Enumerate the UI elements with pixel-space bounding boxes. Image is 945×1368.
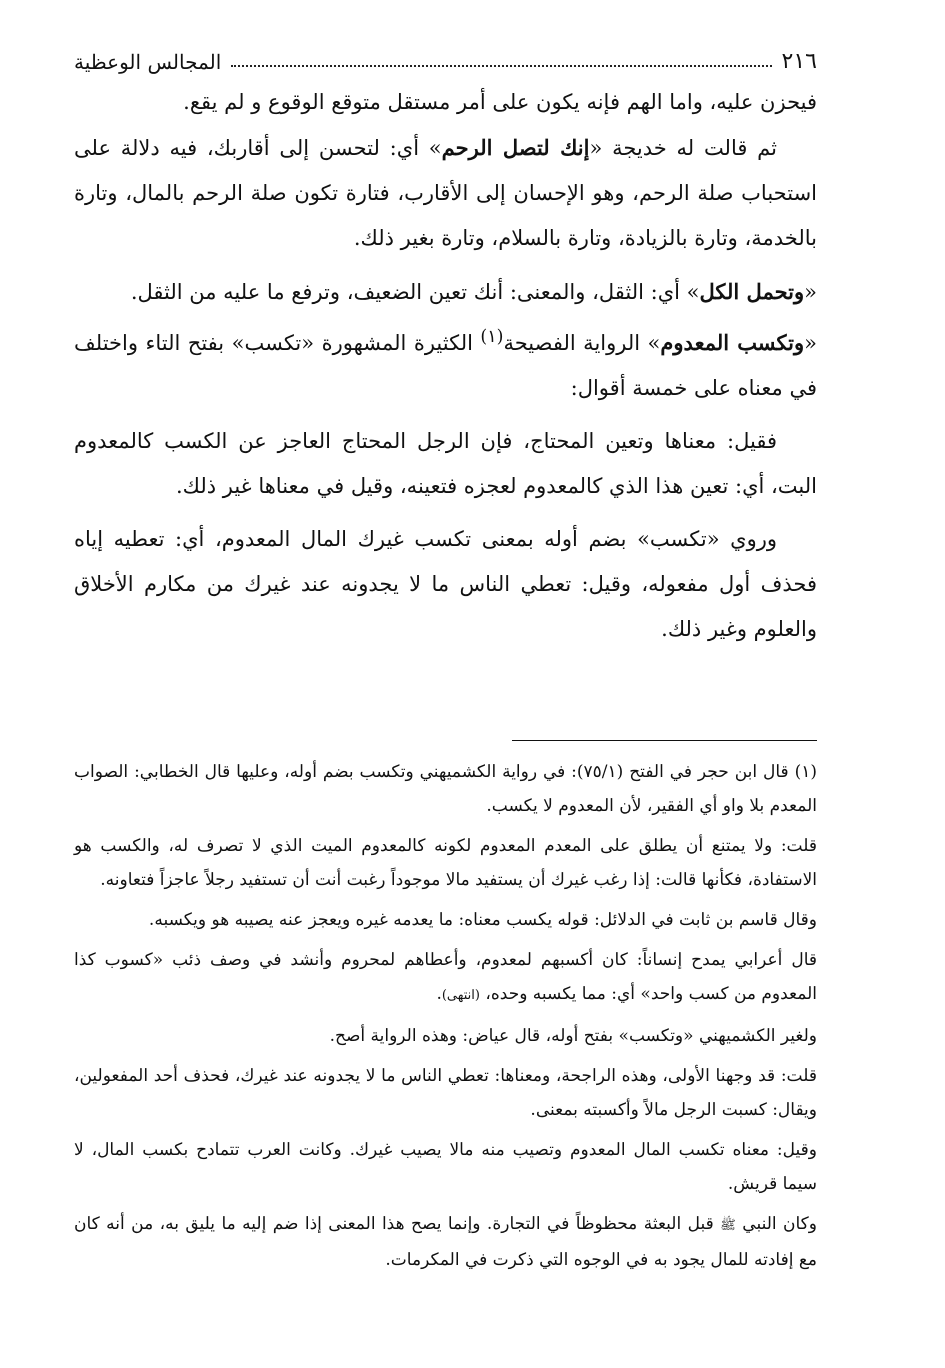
main-text [74, 80, 817, 652]
paragraph [74, 269, 817, 315]
footnote-paragraph: قلت: ولا يمتنع أن يطلق على المعدم المعدوم لكونه كالمعدوم الميت الذي لا تصرف له، والكسب هو الاستفادة، فكأنها قالت: إذا رغب غيرك أن يستفيد مالا موجوداً رغبت أنت أن تستفيد رجلاً عاجزاً فتعاونه. [74, 836, 817, 890]
hadith-phrase: وتحمل الكل [699, 279, 805, 304]
paragraph [74, 315, 817, 411]
footnote-separator [512, 740, 817, 741]
page-header [74, 44, 817, 74]
header-dotted-leader [231, 65, 771, 67]
footnote-paragraph: وقال قاسم بن ثابت في الدلائل: قوله يكسب معناه: ما يعدمه غيره ويعجز عنه يصيبه هو ويكسبه. [148, 910, 817, 930]
text-run: ثم قالت له خديجة « [589, 136, 777, 160]
text-run: قال أعرابي يمدح إنساناً: كان أكسبهم لمعدوم، وأعطاهم لمحروم وأنشد في وصف ذئب «كسوب كذا المعدوم من كسب واحد» أي: مما يكسبه وحده، [74, 950, 817, 1004]
hadith-phrase: وتكسب المعدوم [660, 330, 805, 355]
page-number: ٢١٦ [781, 49, 817, 74]
running-title: المجالس الوعظية [74, 50, 222, 74]
text-run: » أي: لتحسن إلى أقاربك، فيه دلالة على استحباب صلة الرحم، وهو الإحسان إلى الأقارب، فتارة تكون صلة الرحم بالمال، وتارة بالخدمة، وتارة بالزيادة، وتارة بالسلام، وتارة بغير ذلك. [74, 136, 817, 250]
footnote-paragraph [74, 1207, 817, 1277]
footnote-paragraph: قلت: قد وجهنا الأولى، وهذه الراجحة، ومعناها: تعطي الناس ما لا يجدونه عند غيرك، فحذف أحد المفعولين، ويقال: كسبت الرجل مالاً وأكسبته بمعنى. [74, 1066, 817, 1120]
text-run: « [804, 280, 817, 304]
footnote-paragraph [74, 943, 817, 1013]
salawat-glyph: ﷺ [720, 1218, 736, 1233]
footnote-paragraph: (١) قال ابن حجر في الفتح (٧٥/١): في رواية الكشميهني وتكسب بضم أوله، وعليها قال الخطابي: الصواب المعدم بلا واو أي الفقير، لأن المعدوم لا يكسب. [74, 762, 817, 816]
footnotes [74, 755, 817, 1277]
footnote-paragraph: وقيل: معناه تكسب المال المعدوم وتصيب منه مالا يصيب غيرك. وكانت العرب تتمادح بكسب المال، لا سيما قريش. [74, 1140, 817, 1194]
footnote-paragraph: ولغير الكشميهني «وتكسب» بفتح أوله، قال عياض: وهذه الرواية أصح. [329, 1026, 817, 1046]
text-run: » أي: الثقل، والمعنى: أنك تعين الضعيف، وترفع ما عليه من الثقل. [130, 280, 700, 304]
text-run: « [804, 331, 817, 355]
text-run: » الرواية الفصيحة [503, 331, 661, 355]
footnote-marker: (١) [480, 327, 504, 347]
hadith-phrase: إنك لتصل الرحم [441, 135, 590, 160]
paragraph: فقيل: معناها وتعين المحتاج، فإن الرجل المحتاج العاجز عن الكسب كالمعدوم البت، أي: تعين هذا الذي كالمعدوم لعجزه فتعينه، وقيل في معناها غير ذلك. [74, 429, 817, 498]
text-run: قبل البعثة محظوظاً في التجارة. وإنما يصح هذا المعنى إذا ضم إليه ما يليق به، من أنه كان مع إفادته للمال يجود به في الوجوه التي ذكرت في المكرمات. [74, 1214, 817, 1270]
small-note: (انتهى) [441, 988, 480, 1003]
text-run: الكثيرة المشهورة «تكسب» بفتح التاء واختلف في معناه على خمسة أقوال: [74, 331, 817, 400]
paragraph: فيحزن عليه، واما الهم فإنه يكون على أمر مستقل متوقع الوقوع و لم يقع. [183, 90, 817, 114]
paragraph [74, 125, 817, 261]
paragraph: وروي «تكسب» بضم أوله بمعنى تكسب غيرك المال المعدوم، أي: تعطيه إياه فحذف أول مفعوله، وقيل: تعطي الناس ما لا يجدونه عند غيرك من مكارم الأخلاق والعلوم وغير ذلك. [74, 527, 817, 641]
text-run: . [436, 984, 442, 1004]
text-run: وكان النبي [735, 1214, 817, 1234]
